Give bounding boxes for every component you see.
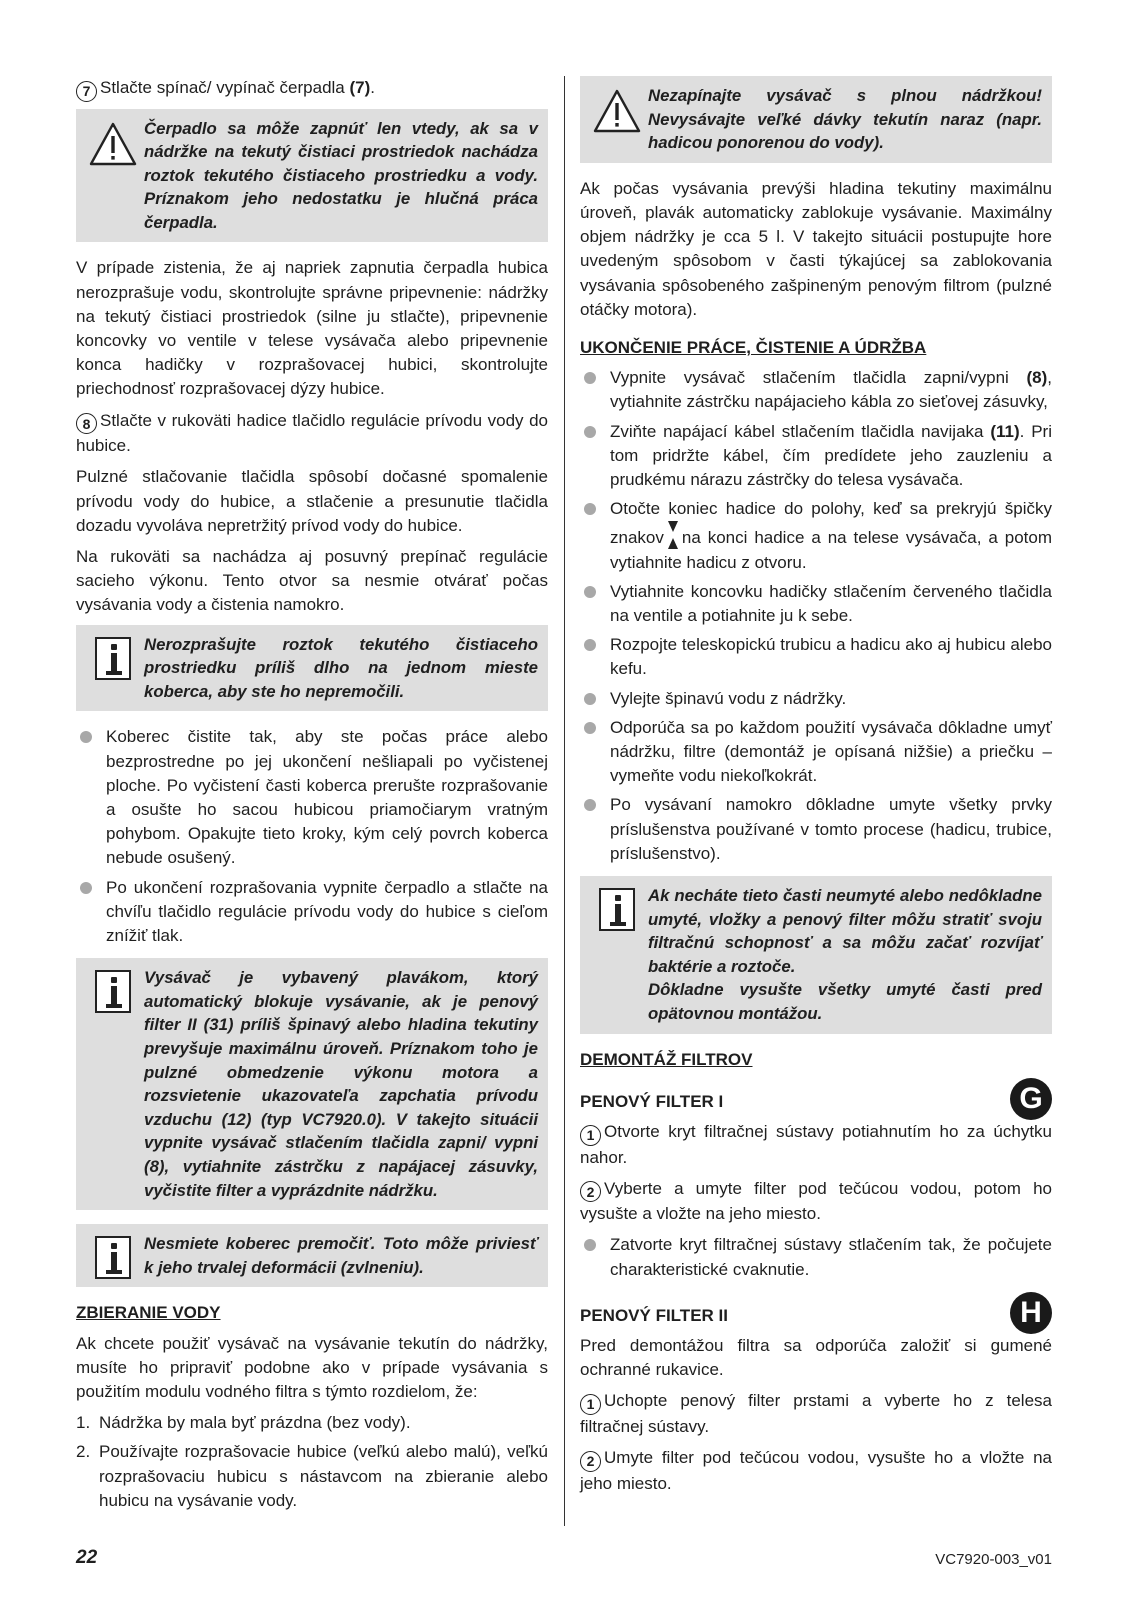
document-code: VC7920-003_v01 — [935, 1551, 1052, 1568]
warning-triangle-icon — [88, 121, 138, 167]
list-item: Zviňte napájací kábel stlačením tlačidla navijaka (11). Pri tom pridržte kábel, čím predídete jeho zauzleniu a prudkému nárazu zástrčky do telesa vysávača. — [580, 420, 1052, 493]
right-column — [580, 76, 1052, 1503]
info-note — [76, 958, 548, 1210]
column-divider — [564, 76, 565, 1526]
filter-1-header — [580, 1078, 1052, 1120]
list-item: Po ukončení rozprašovania vypnite čerpadlo a stlačte na chvíľu tlačidlo regulácie prívodu vody do hubice s cieľom znížiť tlak. — [76, 876, 548, 949]
info-text: Ak necháte tieto časti neumyté alebo nedôkladne umyté, vložky a penový filter môžu stratiť svoju filtračnú schopnosť a sa môžu začať rozvíjať baktérie a roztoče. Dôkladne vysušte všetky umyté časti pred opätovnou montážou. — [648, 886, 1042, 1024]
info-note — [580, 876, 1052, 1034]
paragraph: Ak počas vysávania prevýši hladina tekutiny maximálnu úroveň, plavák automaticky zablokuje vysávanie. Maximálny objem nádržky je cca 5 l. V takejto situácii postupujte hore uvedeným spôsobom v časti týkajúcej sa zablokovania vysávania spôsobeného zašpineným penovým filtrom (pulzné otáčky motora). — [580, 178, 1052, 319]
info-text: Nerozprašujte roztok tekutého čistiaceho prostriedku príliš dlho na jednom mieste koberca, aby ste ho nepremočili. — [144, 634, 538, 701]
warning-text: Čerpadlo sa môže zapnúť len vtedy, ak sa v nádržke na tekutý čistiaci prostriedok nachádza roztok tekutého čistiaceho prostriedku a vody. Príznakom jeho nedostatku je hlučná práca čerpadla. — [144, 118, 538, 232]
step-2: 2 Umyte filter pod tečúcou vodou, vysušte ho a vložte na jeho miesto. — [580, 1448, 1052, 1493]
step-number: 8 — [76, 413, 97, 434]
section-heading: UKONČENIE PRÁCE, ČISTENIE A ÚDRŽBA — [580, 338, 927, 357]
info-icon — [95, 970, 131, 1013]
step-number: 7 — [76, 81, 97, 102]
list-item: Otočte koniec hadice do polohy, keď sa prekryjú špičky znakov na konci hadice a na telese vysávača, a potom vytiahnite hadicu z otvoru. — [580, 497, 1052, 575]
warning-text: Nezapínajte vysávač s plnou nádržkou! Nevysávajte veľké dávky tekutín naraz (napr. hadicou ponorenou do vody). — [648, 86, 1042, 153]
bullet-list — [580, 1233, 1052, 1281]
paragraph: Ak chcete použiť vysávač na vysávanie tekutín do nádržky, musíte ho pripraviť podobne ako v prípade vysávania s použitím modulu vodného filtra s týmto rozdielom, že: — [76, 1333, 548, 1401]
subsection-heading: PENOVÝ FILTER I — [580, 1091, 724, 1111]
figure-badge: G — [1010, 1078, 1052, 1120]
paragraph: Na rukoväti sa nachádza aj posuvný prepínač regulácie sacieho výkonu. Tento otvor sa nesmie otvárať počas vysávania vody a čistenia namokro. — [76, 547, 548, 615]
info-icon — [599, 888, 635, 931]
alignment-marker-icon — [668, 521, 678, 549]
list-item: Zatvorte kryt filtračnej sústavy stlačením tak, že počujete charakteristické cvaknutie. — [580, 1233, 1052, 1281]
info-icon — [95, 1236, 131, 1279]
list-item: 2. Používajte rozprašovacie hubice (veľkú alebo malú), veľkú rozprašovaciu hubicu s nástavcom na zbieranie alebo hubicu na vysávanie vody. — [76, 1442, 548, 1510]
list-item: 1. Nádržka by mala byť prázdna (bez vody). — [76, 1413, 411, 1433]
step-number: 1 — [580, 1125, 601, 1146]
page-number: 22 — [76, 1547, 98, 1568]
paragraph: Pulzné stlačovanie tlačidla spôsobí dočasné spomalenie prívodu vody do hubice, a stlačenie a presunutie tlačidla dozadu vyvoláva nepretržitý prívod vody do hubice. — [76, 467, 548, 535]
step-number: 2 — [580, 1181, 601, 1202]
paragraph: Pred demontážou filtra sa odporúča založiť si gumené ochranné rukavice. — [580, 1336, 1052, 1380]
paragraph: V prípade zistenia, že aj napriek zapnutia čerpadla hubica nerozprašuje vodu, skontrolujte správne pripevnenie: nádržky na tekutý čistiaci prostriedok (silne ju stlačte), pripevnenie koncovky vo ventile v telese vysávača alebo pripevnenie konca hadičky v rozprašovacej hubici, skontrolujte priechodnosť rozprašovacej dýzy hubice. — [76, 258, 548, 399]
subsection-heading: PENOVÝ FILTER II — [580, 1305, 728, 1325]
section-heading: DEMONTÁŽ FILTROV — [580, 1049, 753, 1069]
section-heading: ZBIERANIE VODY — [76, 1303, 221, 1323]
step-2: 2 Vyberte a umyte filter pod tečúcou vodou, potom ho vysušte a vložte na jeho miesto. — [580, 1178, 1052, 1224]
step-1: 1 Uchopte penový filter prstami a vyberte ho z telesa filtračnej sústavy. — [580, 1391, 1052, 1436]
bullet-list — [76, 725, 548, 948]
step-number: 2 — [580, 1451, 601, 1472]
info-text: Vysávač je vybavený plavákom, ktorý automatický blokuje vysávanie, ak je penový filter II (31) príliš špinavý alebo hladina tekutiny prevyšuje maximálnu úroveň. Príznakom toho je pulzné obmedzenie výkonu motora a rozsvietenie ukazovateľa zapchatia prívodu vzduchu (12) (typ VC7920.0). V takejto situácii vypnite vysávač stlačením tlačidla zapni/ vypni (8), vytiahnite zástrčku z napájacej zásuvky, vyčistite filter a vyprázdnite nádržku. — [144, 968, 538, 1200]
step-7: 7 Stlačte spínač/ vypínač čerpadla (7). — [76, 76, 548, 102]
left-column — [76, 76, 548, 1518]
list-item: Rozpojte teleskopickú trubicu a hadicu ako aj hubicu alebo kefu. — [580, 633, 1052, 681]
list-item: Vylejte špinavú vodu z nádržky. — [580, 687, 1052, 711]
info-note — [76, 625, 548, 712]
list-item: Po vysávaní namokro dôkladne umyte všetky prvky príslušenstva používané v tomto procese (hadicu, trubice, príslušenstvo). — [580, 793, 1052, 866]
step-number: 1 — [580, 1394, 601, 1415]
info-text: Nesmiete koberec premočiť. Toto môže priviesť k jeho trvalej deformácii (zvlneniu). — [144, 1234, 538, 1277]
info-icon — [95, 637, 131, 680]
warning-note — [580, 76, 1052, 163]
warning-triangle-icon — [592, 88, 642, 134]
figure-badge: H — [1010, 1292, 1052, 1334]
list-item: Koberec čistite tak, aby ste počas práce alebo bezprostredne po jej ukončení nešliapali po vyčistenej ploche. Po vyčistení časti koberca prerušte rozprašovanie a osušte ho sacou hubicou priamočiarym vratným pohybom. Opakujte tieto kroky, kým celý povrch koberca nebude osušený. — [76, 725, 548, 870]
bullet-list — [580, 366, 1052, 866]
list-item: Vytiahnite koncovku hadičky stlačením červeného tlačidla na ventile a potiahnite ju k sebe. — [580, 580, 1052, 628]
numbered-list — [76, 1411, 548, 1513]
list-item: Vypnite vysávač stlačením tlačidla zapni/vypni (8), vytiahnite zástrčku napájacieho kábla zo sieťovej zásuvky, — [580, 366, 1052, 414]
step-1: 1 Otvorte kryt filtračnej sústavy potiahnutím ho za úchytku nahor. — [580, 1122, 1052, 1167]
step-8: 8 Stlačte v rukoväti hadice tlačidlo regulácie prívodu vody do hubice. — [76, 410, 548, 456]
list-item: Odporúča sa po každom použití vysávača dôkladne umyť nádržku, filtre (demontáž je opísaná nižšie) a priečku – vymeňte vodu niekoľkokrát. — [580, 716, 1052, 789]
info-note — [76, 1224, 548, 1287]
filter-2-header — [580, 1292, 1052, 1334]
warning-note — [76, 109, 548, 243]
